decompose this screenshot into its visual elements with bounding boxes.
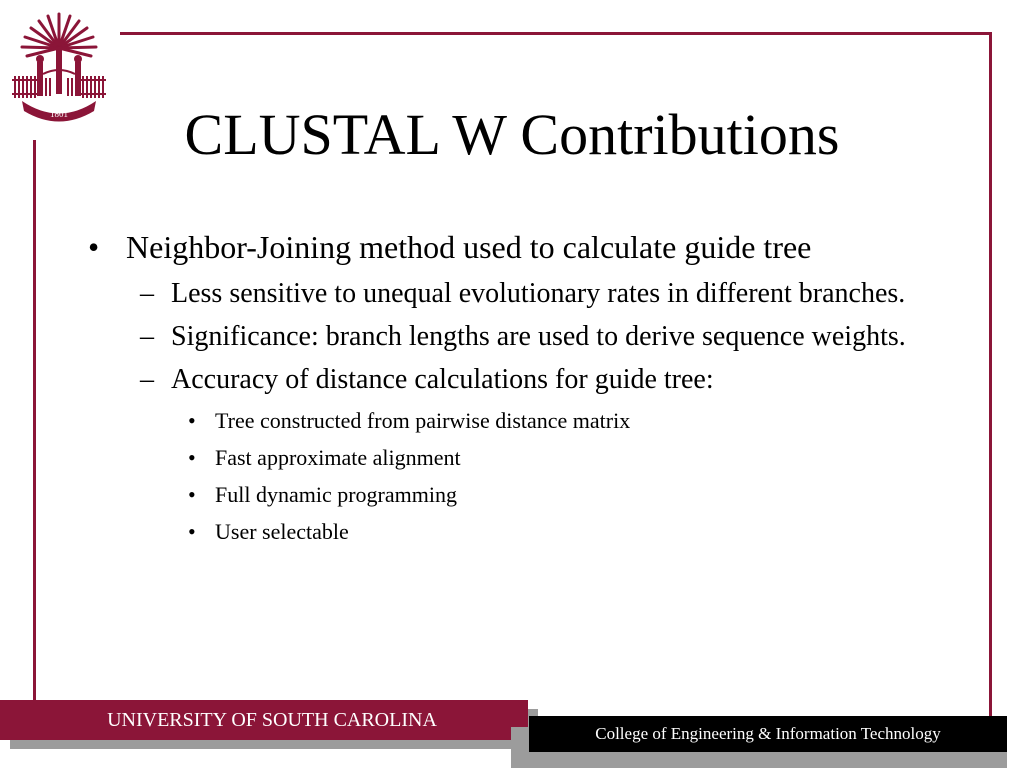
university-banner [0, 700, 528, 740]
bullet-item-level1 [88, 226, 968, 269]
bullet-text: Accuracy of distance calculations for guide tree: [171, 364, 714, 395]
bullet-item-level2 [88, 361, 968, 399]
bullet-text: Fast approximate alignment [215, 445, 461, 470]
university-name: UNIVERSITY OF SOUTH CAROLINA [107, 709, 437, 731]
svg-text:1801: 1801 [50, 109, 68, 119]
bullet-item-level3 [88, 406, 968, 436]
bullet-item-level2 [88, 318, 968, 356]
college-name: College of Engineering & Information Technology [595, 724, 941, 743]
bullet-item-level2 [88, 275, 968, 313]
college-banner [529, 716, 1007, 752]
bullet-text: Tree constructed from pairwise distance matrix [215, 408, 631, 433]
bullet-text: Neighbor-Joining method used to calculate guide tree [126, 229, 812, 265]
bullet-marker: • [188, 445, 196, 470]
frame-left-line [33, 140, 36, 700]
dash-marker: – [140, 364, 154, 395]
bullet-text: Less sensitive to unequal evolutionary rates in different branches. [171, 278, 906, 309]
bullet-item-level3 [88, 480, 968, 510]
bullet-item-level3 [88, 443, 968, 473]
bullet-marker: • [88, 229, 100, 265]
bullet-marker: • [188, 408, 196, 433]
frame-top-line [120, 32, 992, 35]
bullet-text: User selectable [215, 519, 349, 544]
slide-content [88, 226, 968, 547]
slide-title: CLUSTAL W Contributions [184, 102, 840, 167]
bullet-marker: • [188, 482, 196, 507]
dash-marker: – [140, 278, 154, 309]
bullet-text: Full dynamic programming [215, 482, 457, 507]
bullet-item-level3 [88, 517, 968, 547]
bullet-text: Significance: branch lengths are used to derive sequence weights. [171, 321, 906, 352]
dash-marker: – [140, 321, 154, 352]
bullet-marker: • [188, 519, 196, 544]
